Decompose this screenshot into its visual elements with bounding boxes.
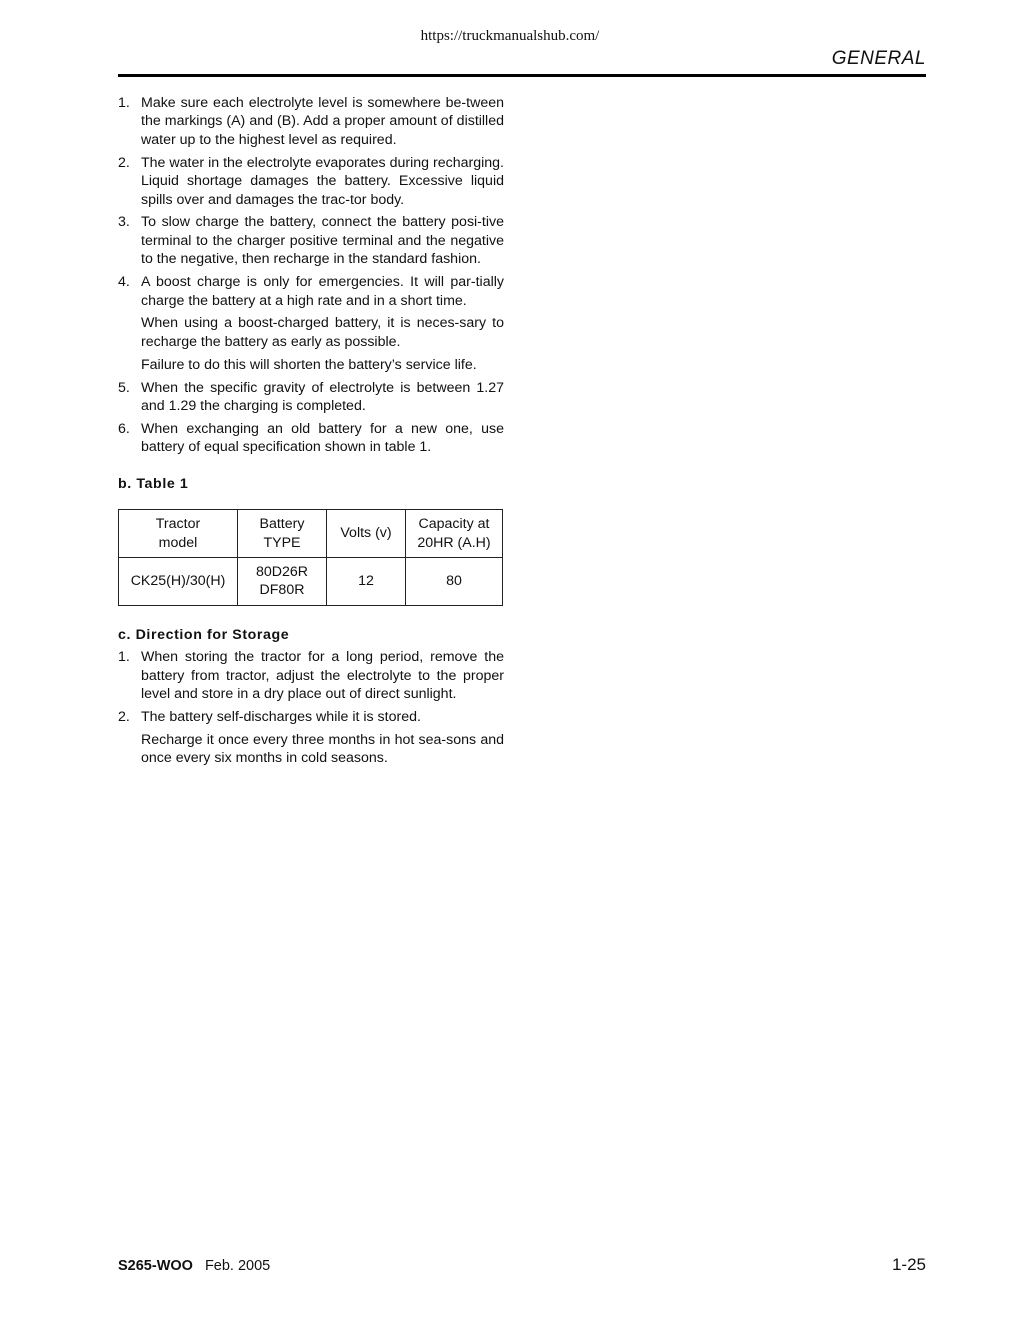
item-text: A boost charge is only for emergencies. It will par-tially charge the battery at a high rate and in a short time. [141, 274, 504, 309]
page-number: 1-25 [891, 1255, 926, 1274]
document-date: Feb. 2005 [204, 1258, 271, 1274]
list-item [118, 154, 504, 209]
table-header-row [119, 510, 503, 558]
item-number: 3. [118, 214, 130, 231]
main-content [118, 94, 504, 772]
list-item [118, 379, 504, 416]
list-item [118, 420, 504, 457]
storage-list [118, 648, 504, 767]
list-item [118, 273, 504, 374]
battery-spec-table [118, 509, 503, 606]
list-item [118, 213, 504, 268]
section-title: GENERAL [831, 48, 926, 69]
item-number: 2. [118, 154, 130, 171]
item-number: 2. [118, 708, 130, 725]
list-item [118, 708, 504, 768]
item-number: 6. [118, 421, 130, 437]
item-text: Recharge it once every three months in hot sea-sons and once every six months in cold seasons. [141, 731, 504, 767]
list-item [118, 94, 504, 149]
header-divider [118, 74, 926, 77]
table-cell: 80 [406, 558, 503, 606]
item-text: The water in the electrolyte evaporates during recharging. Liquid shortage damages the battery. Excessive liquid spills over and damages the trac-tor body. [141, 154, 504, 208]
table-heading: b. Table 1 [118, 475, 189, 492]
item-number: 4. [118, 274, 130, 291]
table-header-cell: Volts (v) [327, 510, 406, 558]
document-code: S265-WOO [118, 1258, 193, 1274]
storage-heading: c. Direction for Storage [118, 626, 290, 643]
item-text: The battery self-discharges while it is stored. [141, 708, 421, 725]
table-header-cell: Tractor model [119, 510, 238, 558]
table-header-cell: Capacity at 20HR (A.H) [406, 510, 503, 558]
item-number: 1. [118, 649, 130, 666]
item-text: Failure to do this will shorten the battery’s service life. [141, 356, 477, 373]
table-header-cell: Battery TYPE [238, 510, 327, 558]
item-text: When the specific gravity of electrolyte is between 1.27 and 1.29 the charging is completed. [141, 379, 504, 415]
table-cell: 12 [327, 558, 406, 606]
item-text: Make sure each electrolyte level is somewhere be-tween the markings (A) and (B). Add a proper amount of distilled water up to the highest level as required. [141, 95, 504, 148]
charging-list [118, 94, 504, 457]
item-text: To slow charge the battery, connect the battery posi-tive terminal to the charger positive terminal and the negative to the negative, then recharge in the standard fashion. [141, 214, 504, 268]
source-url[interactable]: https://truckmanualshub.com/ [420, 28, 600, 44]
table-cell: 80D26R DF80R [238, 558, 327, 606]
item-number: 5. [118, 379, 130, 396]
item-number: 1. [118, 95, 130, 111]
table-row [119, 558, 503, 606]
table-cell: CK25(H)/30(H) [119, 558, 238, 606]
item-text: When exchanging an old battery for a new one, use battery of equal specification shown in table 1. [141, 421, 504, 456]
footer-info [118, 1258, 270, 1274]
list-item [118, 648, 504, 703]
item-text: When using a boost-charged battery, it is neces-sary to recharge the battery as early as possible. [141, 315, 504, 350]
item-text: When storing the tractor for a long period, remove the battery from tractor, adjust the electrolyte to the proper level and store in a dry place out of direct sunlight. [141, 649, 504, 703]
